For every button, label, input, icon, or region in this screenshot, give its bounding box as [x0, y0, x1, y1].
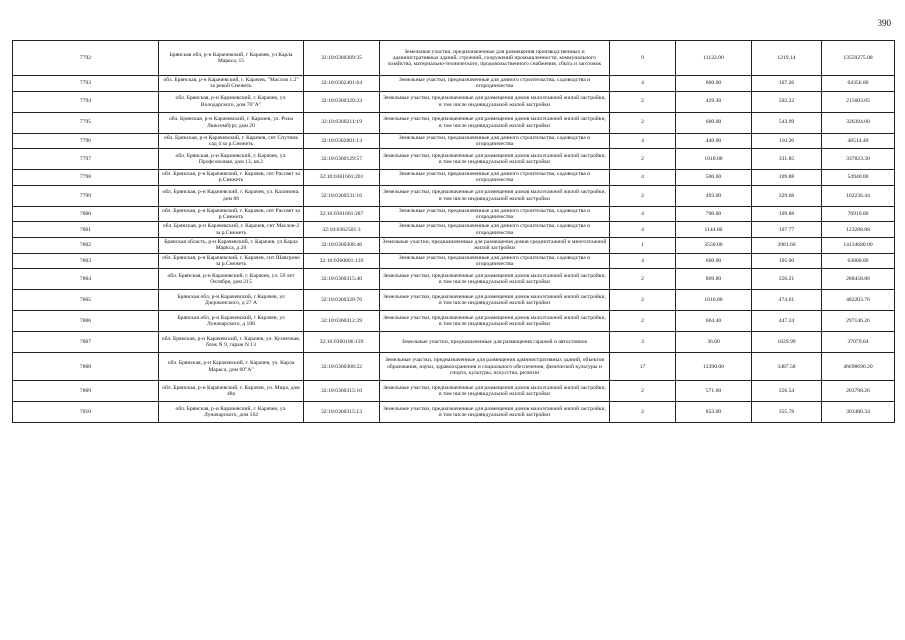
table-row: [13, 353, 895, 381]
address-cell: обл. Брянская, р-н Карачевский, г. Карачев, снт Рассвет за р.Снежеть: [159, 206, 304, 222]
row-number: 7803: [13, 253, 159, 269]
table-row: [13, 237, 895, 253]
group-number-cell: 4: [610, 206, 676, 222]
row-number: 7806: [13, 311, 159, 332]
row-number: 7797: [13, 149, 159, 170]
land-use-cell: Земельные участки, предназначенные для размещения домов малоэтажной жилой застройки, в том числе индивидуальной жилой застройки: [380, 311, 610, 332]
address-cell: обл. Брянская, р-н Карачевский, г. Карачев, снт Шавгрово за р.Снежеть: [159, 253, 304, 269]
group-number-cell: 2: [610, 112, 676, 133]
land-use-cell: Земельные участки, предназначенные для размещения домов малоэтажной жилой застройки, в том числе индивидуальной жилой застройки: [380, 185, 610, 206]
address-cell: обл. Брянская, р-н Карачевский, г. Карачев, ул. Мира, дом 48а: [159, 381, 304, 402]
cadastral-value-cell: 288458.86: [822, 269, 895, 290]
table-row: [13, 402, 895, 423]
row-number: 7805: [13, 290, 159, 311]
row-number: 7792: [13, 41, 159, 76]
address-cell: обл. Брянская, р-н Карачевский, г. Карачев, снт Маслов-2 за р.Снежеть: [159, 222, 304, 238]
cadastral-number-cell: 32:10:0361601:287: [304, 206, 380, 222]
group-number-cell: 4: [610, 222, 676, 238]
cadastral-number-cell: 32:10:0360320:23: [304, 91, 380, 112]
area-cell: 429.30: [676, 91, 752, 112]
table-row: [13, 185, 895, 206]
table-row: [13, 269, 895, 290]
specific-value-cell: 105.00: [752, 253, 822, 269]
address-cell: обл. Брянская, р-н Карачевский, г. Карачев, ул. Кузнечная, блок N 9, гараж N 13: [159, 332, 304, 353]
specific-value-cell: 1029.99: [752, 332, 822, 353]
area-cell: 600.00: [676, 253, 752, 269]
specific-value-cell: 356.21: [752, 269, 822, 290]
cadastral-number-cell: 32:10:0362501:3: [304, 222, 380, 238]
specific-value-cell: 109.88: [752, 206, 822, 222]
row-number: 7799: [13, 185, 159, 206]
area-cell: 36.00: [676, 332, 752, 353]
address-cell: Брянская обл, р-н Карачевский, г Карачев, ул Карла Маркса, 15: [159, 41, 304, 76]
cadastral-value-cell: 48514.40: [822, 133, 895, 149]
cadastral-number-cell: 32:10:0360315:13: [304, 402, 380, 423]
land-use-cell: Земельные участки, предназначенные для дачного строительства, садоводства и огородничества: [380, 206, 610, 222]
table-row: [13, 170, 895, 186]
address-cell: обл. Брянская, р-н Карачевский, г. Карачев, ул. Карла Маркса, дом 60"А": [159, 353, 304, 381]
table-row: [13, 332, 895, 353]
cadastral-number-cell: 32:10:0362401:64: [304, 76, 380, 92]
cadastral-value-cell: 13559275.08: [822, 41, 895, 76]
group-number-cell: 3: [610, 332, 676, 353]
row-number: 7810: [13, 402, 159, 423]
land-use-cell: Земельные участки, предназначенные для размещения производственных и административных зданий, строений, сооружений промышленности, коммунального хозяйства, материально-технического, продовольственного снабжения, сбыта и заготовок: [380, 41, 610, 76]
land-use-cell: Земельные участки, предназначенные для дачного строительства, садоводства и огородничества: [380, 222, 610, 238]
address-cell: обл. Брянская, р-н Карачевский, г. Карачев, снт Рассвет за р.Снежеть: [159, 170, 304, 186]
area-cell: 493.00: [676, 185, 752, 206]
specific-value-cell: 329.08: [752, 185, 822, 206]
cadastral-value-cell: 337823.30: [822, 149, 895, 170]
cadastral-number-cell: 32:10:0360308:46: [304, 237, 380, 253]
land-use-cell: Земельные участки, предназначенные для размещения гаражей и автостоянок: [380, 332, 610, 353]
specific-value-cell: 109.88: [752, 170, 822, 186]
area-cell: 853.00: [676, 402, 752, 423]
area-cell: 13390.00: [676, 353, 752, 381]
table-row: [13, 133, 895, 149]
cadastral-value-table: [12, 40, 895, 423]
specific-value-cell: 107.26: [752, 76, 822, 92]
row-number: 7796: [13, 133, 159, 149]
address-cell: обл. Брянская, р-н Карачевский, г. Карачев, ул. Калинина, дом 86: [159, 185, 304, 206]
area-cell: 1018.00: [676, 149, 752, 170]
land-use-cell: Земельные участки, предназначенные для дачного строительства, садоводства и огородничества: [380, 170, 610, 186]
land-use-cell: Земельные участки, предназначенные для размещения административных зданий, объектов образования, науки, здравоохранения и социального обеспечения, физической культуры и спорта, культуры, искусства, религии: [380, 353, 610, 381]
area-cell: 664.40: [676, 311, 752, 332]
specific-value-cell: 356.54: [752, 381, 822, 402]
land-use-cell: Земельные участки, предназначенные для размещения домов малоэтажной жилой застройки, в том числе индивидуальной жилой застройки: [380, 91, 610, 112]
area-cell: 700.00: [676, 206, 752, 222]
group-number-cell: 2: [610, 381, 676, 402]
cadastral-value-cell: 54940.00: [822, 170, 895, 186]
address-cell: обл. Брянская, р-н Карачевский, г. Карачев, "Маслов 1.2" за рекой Снежеть: [159, 76, 304, 92]
group-number-cell: 4: [610, 253, 676, 269]
land-use-cell: Земельные участки, предназначенные для размещения домов малоэтажной жилой застройки, в том числе индивидуальной жилой застройки: [380, 269, 610, 290]
cadastral-number-cell: 32:10:0360309:35: [304, 41, 380, 76]
group-number-cell: 4: [610, 76, 676, 92]
specific-value-cell: 355.78: [752, 402, 822, 423]
address-cell: обл. Брянская, р-н Карачевский, г. Карачев, ул. Луначарского, дом 162: [159, 402, 304, 423]
area-cell: 1144.00: [676, 222, 752, 238]
row-number: 7807: [13, 332, 159, 353]
group-number-cell: 9: [610, 41, 676, 76]
row-number: 7795: [13, 112, 159, 133]
cadastral-number-cell: 32:10:0360106:139: [304, 332, 380, 353]
row-number: 7798: [13, 170, 159, 186]
cadastral-value-cell: 215603.05: [822, 91, 895, 112]
group-number-cell: 2: [610, 311, 676, 332]
table-row: [13, 206, 895, 222]
cadastral-value-cell: 76916.00: [822, 206, 895, 222]
cadastral-number-cell: 32:10:0360312:39: [304, 311, 380, 332]
table-row: [13, 311, 895, 332]
table-row: [13, 381, 895, 402]
cadastral-number-cell: 32:10:0360308:22: [304, 353, 380, 381]
land-use-cell: Земельные участки, предназначенные для дачного строительства, садоводства и огородничества: [380, 76, 610, 92]
cadastral-value-cell: 162236.44: [822, 185, 895, 206]
table-row: [13, 253, 895, 269]
cadastral-value-cell: 123288.88: [822, 222, 895, 238]
address-cell: обл. Брянская, р-н Карачевский, г. Карачев, снт Спутник сад 4 за р.Снежеть: [159, 133, 304, 149]
group-number-cell: 1: [610, 237, 676, 253]
address-cell: Брянская обл, р-н Карачевский, г Карачев, ул Луначарского, д 108: [159, 311, 304, 332]
area-cell: 600.00: [676, 76, 752, 92]
area-cell: 500.00: [676, 170, 752, 186]
area-cell: 571.60: [676, 381, 752, 402]
cadastral-number-cell: 32:10:0362001:13: [304, 133, 380, 149]
land-use-cell: Земельные участки, предназначенные для размещения домов малоэтажной жилой застройки, в том числе индивидуальной жилой застройки: [380, 149, 610, 170]
area-cell: 3550.00: [676, 237, 752, 253]
group-number-cell: 2: [610, 269, 676, 290]
land-use-cell: Земельные участки, предназначенные для дачного строительства, садоводства и огородничества: [380, 253, 610, 269]
specific-value-cell: 3487.58: [752, 353, 822, 381]
cadastral-number-cell: 32:10:0360315:10: [304, 381, 380, 402]
area-cell: 11122.00: [676, 41, 752, 76]
table-row: [13, 149, 895, 170]
group-number-cell: 2: [610, 290, 676, 311]
address-cell: обл. Брянская, р-н Карачевский, г. Карачев, ул. Розы Люксембург, дом 20: [159, 112, 304, 133]
cadastral-value-cell: 63000.00: [822, 253, 895, 269]
group-number-cell: 2: [610, 402, 676, 423]
cadastral-number-cell: 32:10:0360129:57: [304, 149, 380, 170]
group-number-cell: 2: [610, 91, 676, 112]
area-cell: 440.00: [676, 133, 752, 149]
specific-value-cell: 447.24: [752, 311, 822, 332]
specific-value-cell: 3981.60: [752, 237, 822, 253]
row-number: 7804: [13, 269, 159, 290]
group-number-cell: 2: [610, 185, 676, 206]
land-use-cell: Земельные участки, предназначенные для размещения домов среднеэтажной и многоэтажной жилой застройки: [380, 237, 610, 253]
cadastral-number-cell: 32:10:0360320:76: [304, 290, 380, 311]
cadastral-value-cell: 303480.34: [822, 402, 895, 423]
group-number-cell: 17: [610, 353, 676, 381]
address-cell: обл. Брянская, р-н Карачевский, г. Карачев, ул. Профсоюзная, дом 13, кв.2: [159, 149, 304, 170]
row-number: 7808: [13, 353, 159, 381]
cadastral-value-cell: 14134680.00: [822, 237, 895, 253]
specific-value-cell: 1219.14: [752, 41, 822, 76]
address-cell: Брянская область, р-н Карачевский, г. Карачев, ул Карла Маркса, д 20: [159, 237, 304, 253]
table-row: [13, 91, 895, 112]
specific-value-cell: 107.77: [752, 222, 822, 238]
table-row: [13, 290, 895, 311]
land-use-cell: Земельные участки, предназначенные для размещения домов малоэтажной жилой застройки, в том числе индивидуальной жилой застройки: [380, 402, 610, 423]
cadastral-value-cell: 37079.64: [822, 332, 895, 353]
cadastral-value-cell: 46698696.20: [822, 353, 895, 381]
row-number: 7801: [13, 222, 159, 238]
specific-value-cell: 110.26: [752, 133, 822, 149]
address-cell: обл. Брянская, р-н Карачевский, г. Карачев, ул. 50 лет Октября, дом 215: [159, 269, 304, 290]
land-use-cell: Земельные участки, предназначенные для размещения домов малоэтажной жилой застройки, в том числе индивидуальной жилой застройки: [380, 290, 610, 311]
land-use-cell: Земельные участки, предназначенные для размещения домов малоэтажной жилой застройки, в том числе индивидуальной жилой застройки: [380, 112, 610, 133]
table-row: [13, 41, 895, 76]
land-use-cell: Земельные участки, предназначенные для дачного строительства, садоводства и огородничества: [380, 133, 610, 149]
cadastral-value-cell: 203798.26: [822, 381, 895, 402]
cadastral-value-cell: 326394.00: [822, 112, 895, 133]
specific-value-cell: 474.61: [752, 290, 822, 311]
row-number: 7793: [13, 76, 159, 92]
address-cell: обл. Брянская, р-н Карачевский, г. Карачев, ул. Володарского, дом 70"А": [159, 91, 304, 112]
cadastral-number-cell: 32:10:0361601:201: [304, 170, 380, 186]
group-number-cell: 2: [610, 149, 676, 170]
table-row: [13, 112, 895, 133]
cadastral-value-cell: 64356.00: [822, 76, 895, 92]
table-row: [13, 76, 895, 92]
row-number: 7794: [13, 91, 159, 112]
page-number: 390: [877, 18, 891, 28]
cadastral-value-cell: 482203.76: [822, 290, 895, 311]
specific-value-cell: 543.99: [752, 112, 822, 133]
cadastral-number-cell: 32:10:0360531:16: [304, 185, 380, 206]
address-cell: Брянская обл, р-н Карачевский, г Карачев, ул Дзержинского, д 27 А: [159, 290, 304, 311]
specific-value-cell: 331.85: [752, 149, 822, 170]
row-number: 7802: [13, 237, 159, 253]
cadastral-value-cell: 297146.26: [822, 311, 895, 332]
cadastral-number-cell: 32:10:0360211:19: [304, 112, 380, 133]
land-use-cell: Земельные участки, предназначенные для размещения домов малоэтажной жилой застройки, в том числе индивидуальной жилой застройки: [380, 381, 610, 402]
area-cell: 600.00: [676, 112, 752, 133]
table-row: [13, 222, 895, 238]
group-number-cell: 4: [610, 133, 676, 149]
row-number: 7800: [13, 206, 159, 222]
area-cell: 809.80: [676, 269, 752, 290]
group-number-cell: 4: [610, 170, 676, 186]
area-cell: 1016.00: [676, 290, 752, 311]
row-number: 7809: [13, 381, 159, 402]
cadastral-number-cell: 32:10:0360801:139: [304, 253, 380, 269]
cadastral-number-cell: 32:10:0360315:40: [304, 269, 380, 290]
specific-value-cell: 502.22: [752, 91, 822, 112]
